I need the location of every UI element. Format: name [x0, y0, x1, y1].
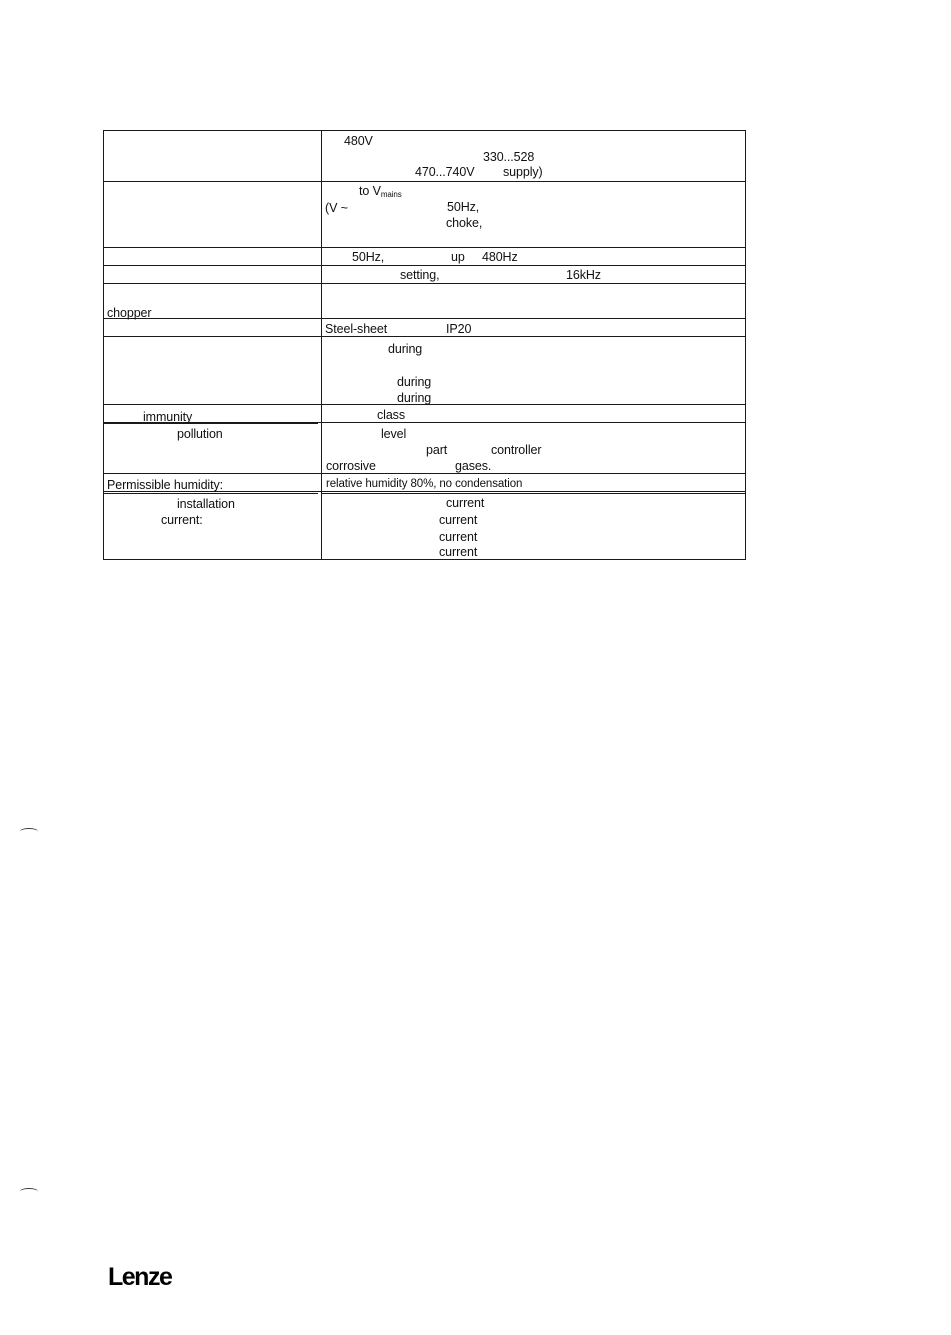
table-cell-text-right: relative humidity 80%, no condensation: [326, 478, 523, 490]
table-row-divider: [103, 130, 746, 131]
table-cell-text-right: 50Hz,: [352, 250, 385, 264]
table-row-divider: [103, 473, 746, 474]
table-cell-text-right: to $V_{mains}$: [359, 184, 402, 199]
text-underline: [104, 423, 318, 424]
table-cell-text-left: chopper: [107, 306, 152, 320]
table-cell-text-right: level: [381, 427, 407, 441]
table-cell-text-right: current: [439, 545, 478, 559]
table-cell-text-right: gases.: [455, 459, 492, 473]
table-cell-text-right: current: [446, 496, 485, 510]
table-cell-text-right: 470...740V: [415, 165, 475, 179]
table-cell-text-left: Permissible humidity:: [107, 478, 223, 492]
table-cell-text-right: corrosive: [326, 459, 376, 473]
scan-mark: [20, 1188, 38, 1195]
table-cell-text-right: 330...528: [483, 150, 535, 164]
table-cell-text-right: current: [439, 513, 478, 527]
table-row-divider: [103, 181, 746, 182]
table-border-right: [745, 130, 746, 560]
technical-data-table: [103, 130, 746, 560]
table-cell-text-left: pollution: [177, 427, 223, 441]
table-cell-text-right: during: [388, 342, 423, 356]
table-cell-text-right: IP20: [446, 322, 472, 336]
table-row-divider: [103, 247, 746, 248]
table-cell-text-right: 480Hz: [482, 250, 518, 264]
table-border-bottom: [103, 559, 746, 560]
text-underline: [104, 493, 318, 494]
table-cell-text-right: supply): [503, 165, 543, 179]
table-column-divider: [321, 130, 322, 560]
table-cell-text-right: during: [397, 375, 432, 389]
table-cell-text-right: 16kHz: [566, 268, 601, 282]
table-cell-text-left: installation: [177, 497, 235, 511]
table-cell-text-right: (V ~: [325, 201, 348, 215]
table-cell-text-right: controller: [491, 443, 542, 457]
table-cell-text-right: 480V: [344, 134, 373, 148]
subscript-text: mains: [380, 190, 402, 199]
table-row-divider: [103, 336, 746, 337]
table-cell-text-right: 50Hz,: [447, 200, 480, 214]
table-cell-text-right: Steel-sheet: [325, 322, 388, 336]
table-cell-text-right: up: [451, 250, 465, 264]
table-cell-text-left: current:: [161, 513, 203, 527]
text-underline: [322, 493, 746, 494]
table-cell-text-right: class: [377, 408, 405, 422]
table-cell-text-right: choke,: [446, 216, 483, 230]
lenze-logo: Lenze: [108, 1263, 172, 1291]
scan-mark: [20, 828, 38, 835]
table-cell-text-right: during: [397, 391, 432, 405]
table-cell-text-left: immunity: [143, 410, 193, 424]
table-cell-text-right: setting,: [400, 268, 440, 282]
table-border-left: [103, 130, 104, 560]
table-cell-text-right: part: [426, 443, 448, 457]
table-row-divider: [103, 283, 746, 284]
table-row-divider: [103, 265, 746, 266]
table-cell-text-right: current: [439, 530, 478, 544]
